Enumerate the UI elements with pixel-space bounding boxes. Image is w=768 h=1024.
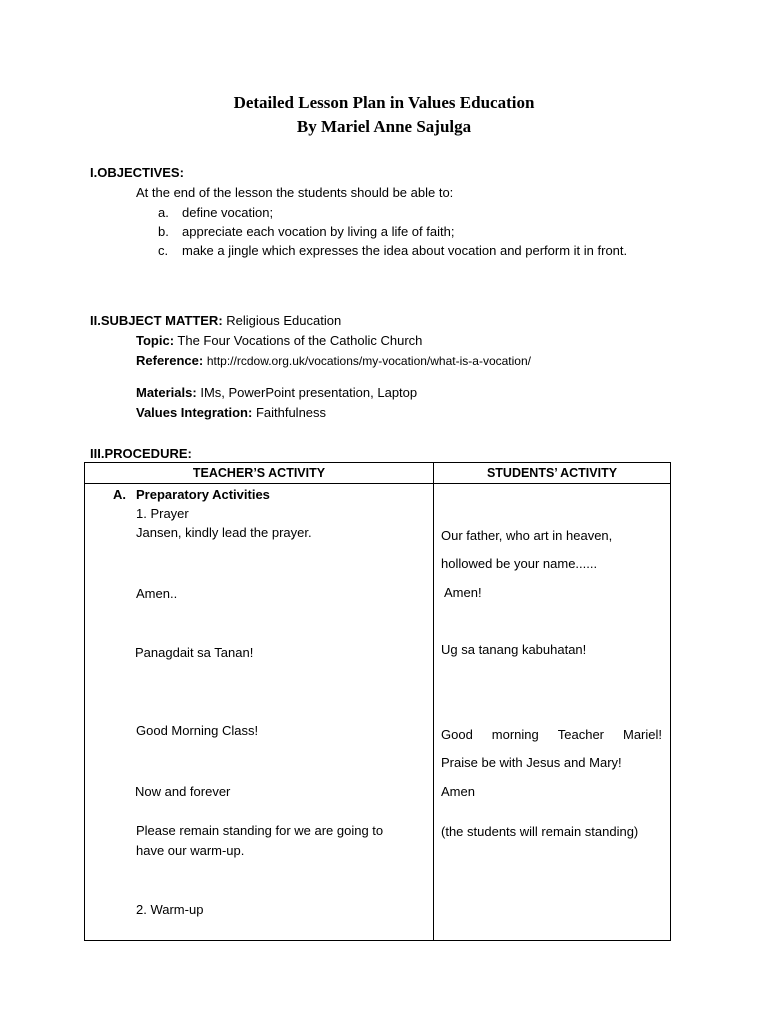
values-integration-label: Values Integration:: [136, 405, 253, 420]
materials-line: [136, 385, 417, 400]
objective-marker: a.: [158, 205, 169, 220]
table-header-row: [85, 463, 671, 484]
reference-url[interactable]: http://rcdow.org.uk/vocations/my-vocation/what-is-a-vocation/: [206, 354, 531, 368]
procedure-table: [84, 462, 671, 941]
objective-item-b: [158, 224, 454, 239]
values-integration-line: [136, 405, 326, 420]
teacher-panagdait: Panagdait sa Tanan!: [135, 645, 254, 660]
students-greeting: [441, 727, 662, 742]
students-ug-sa: Ug sa tanang kabuhatan!: [441, 642, 587, 657]
teacher-activity-cell: [85, 484, 434, 941]
materials-value: IMs, PowerPoint presentation, Laptop: [200, 385, 418, 400]
topic-line: [136, 333, 422, 348]
procedure-heading: III.PROCEDURE:: [90, 446, 192, 461]
students-amen-2: Amen: [441, 784, 475, 799]
step-warm-up: 2. Warm-up: [136, 902, 204, 917]
objectives-intro: At the end of the lesson the students should be able to:: [136, 185, 454, 200]
students-prayer-line2: hollowed be your name......: [441, 556, 598, 571]
topic-value: The Four Vocations of the Catholic Church: [177, 333, 423, 348]
teacher-greeting: Good Morning Class!: [136, 723, 259, 738]
objectives-heading: I.OBJECTIVES:: [90, 165, 184, 180]
students-prayer-line1: Our father, who art in heaven,: [441, 528, 613, 543]
teacher-prayer-request: Jansen, kindly lead the prayer.: [136, 525, 312, 540]
author-line: By Mariel Anne Sajulga: [296, 117, 472, 136]
values-integration-value: Faithfulness: [255, 405, 327, 420]
teacher-remain-line1: Please remain standing for we are going to: [136, 823, 384, 838]
section-title: Preparatory Activities: [136, 487, 270, 502]
teacher-now-forever: Now and forever: [135, 784, 231, 799]
students-activity-header: STUDENTS’ ACTIVITY: [434, 463, 671, 484]
greeting-word: Good: [441, 727, 473, 742]
objective-text: make a jingle which expresses the idea about vocation and perform it in front.: [182, 243, 628, 258]
greeting-word: morning: [491, 727, 539, 742]
table-row: [85, 484, 671, 941]
students-activity-cell: [434, 484, 671, 941]
step-prayer: 1. Prayer: [136, 506, 189, 521]
reference-line: [136, 353, 531, 368]
greeting-word: Mariel!: [622, 727, 662, 742]
teacher-remain-line2: have our warm-up.: [136, 843, 245, 858]
students-amen: Amen!: [444, 585, 482, 600]
objective-item-a: [158, 205, 273, 220]
objective-text: define vocation;: [182, 205, 274, 220]
page-title: Detailed Lesson Plan in Values Education: [233, 93, 535, 112]
subject-matter-line: [90, 313, 341, 328]
reference-label: Reference:: [136, 353, 204, 368]
subject-matter-heading: II.SUBJECT MATTER:: [90, 313, 223, 328]
subject-matter-value: Religious Education: [226, 313, 342, 328]
objective-marker: c.: [158, 243, 169, 258]
topic-label: Topic:: [136, 333, 175, 348]
objective-marker: b.: [158, 224, 169, 239]
students-standing: (the students will remain standing): [441, 824, 639, 839]
greeting-word: Teacher: [557, 727, 604, 742]
students-praise: Praise be with Jesus and Mary!: [441, 755, 622, 770]
teacher-amen: Amen..: [136, 586, 178, 601]
objective-item-c: [158, 243, 627, 258]
teacher-activity-header: TEACHER’S ACTIVITY: [85, 463, 434, 484]
materials-label: Materials:: [136, 385, 197, 400]
objective-text: appreciate each vocation by living a life of faith;: [182, 224, 455, 239]
section-marker: A.: [113, 487, 126, 502]
